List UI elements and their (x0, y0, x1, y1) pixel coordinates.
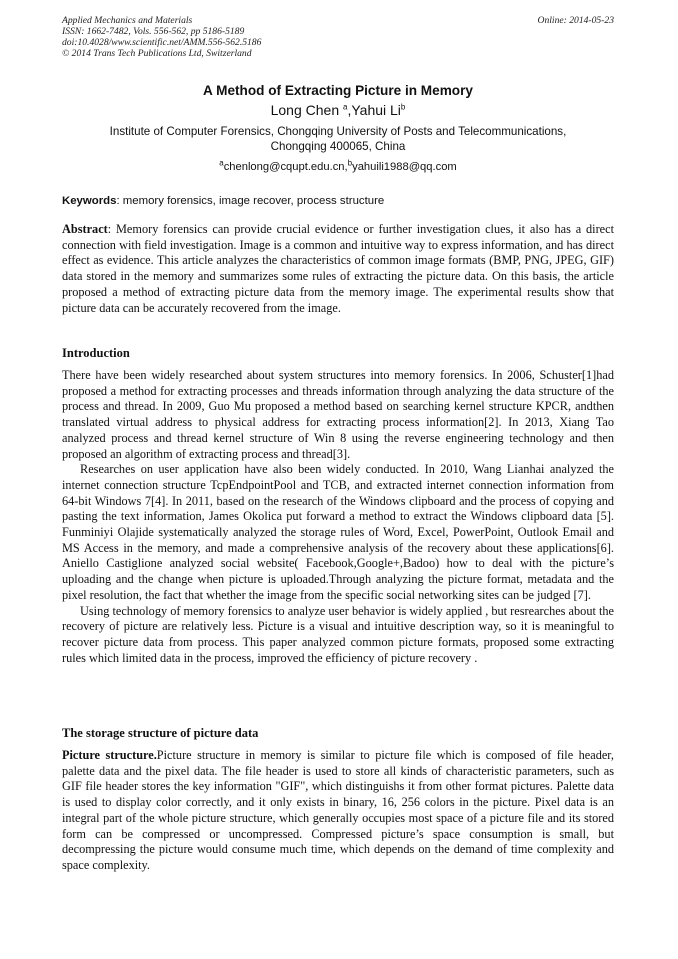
abstract (62, 222, 614, 316)
affiliation: Institute of Computer Forensics, Chongqing University of Posts and Telecommunications, Chongqing 400065, China (109, 125, 567, 153)
email-superscript: b (347, 158, 353, 168)
journal-doi: doi:10.4028/www.scientific.net/AMM.556-562.5186 (62, 37, 262, 48)
title-block (62, 82, 614, 174)
journal-name: Applied Mechanics and Materials (62, 15, 193, 26)
section-heading: Introduction (62, 346, 130, 360)
keywords-label: Keywords (62, 195, 117, 207)
paragraph: Using technology of memory forensics to analyze user behavior is widely applied , but resrearches about the recovery of picture are relatively less. Picture is a visual and intuitive description way, so it is meaningful to recover picture data from process. This paper analyzed common picture formats, proposed some extracting rules which limited data in the process, improved the efficiency of picture recovery . (62, 603, 614, 665)
paragraph: There have been widely researched about system structures into memory forensics. In 2006, Schuster[1]had proposed a method for extracting processes and threads information through analyzing the data structure of the process and thread. In 2009, Guo Mu proposed a method based on searching kernel structure KPCR, andthen translated virtual address to physical address for extracting process information[2]. In 2013, Xiang Tao analyzed process and thread kernel structure of Win 8 using the reverse engineering technology and then proposed an algorithm of extracting process and thread[3]. (62, 368, 614, 461)
introduction-body (62, 368, 614, 666)
paragraph-text: Picture structure in memory is similar to picture file which is composed of file header, palette data and the pixel data. The file header is used to store all kinds of characteristic parameters, such as GIF file header stores the key information "GIF", which distinguishs it from other format pictures. Palette data is used to display color correctly, and it only exists in binary, 16, 256 colors in the picture. Pixel data is an integral part of the whole picture structure, which generally occupies most space of a picture file and its stored form can be compressed or uncompressed. Compressed picture’s space consumption is small, but decompressing the picture would consume much time, which depends on the demand of time complexity and space complexity. (62, 748, 614, 872)
email-address: yahuili1988@qq.com (352, 161, 457, 173)
online-date: Online: 2014-05-23 (537, 15, 614, 26)
abstract-text: : Memory forensics can provide crucial evidence or further investigation clues, it also has a direct connection with field investigation. Image is a common and intuitive way to express information, and has direct effect as evidence. This article analyzes the characteristics of common image formats (BMP, PNG, JPEG, GIF) data stored in the memory and summarizes some rules of extracting the picture data. On this basis, the article proposed a method of extracting picture data from the memory image. The experimental results show that picture data can be accurately recovered from the image. (62, 222, 614, 315)
author-line (62, 101, 614, 119)
paragraph-lead: Picture structure. (62, 748, 157, 762)
author-superscript: b (400, 102, 406, 112)
author-superscript: a (343, 102, 348, 112)
email-line (62, 160, 614, 174)
author-name: Long Chen (270, 102, 340, 118)
journal-copyright: © 2014 Trans Tech Publications Ltd, Switzerland (62, 48, 252, 59)
paragraph: Researches on user application have also been widely conducted. In 2010, Wang Lianhai analyzed the internet connection structure TcpEndpointPool and TCB, and extracted internet connection information from 64-bit Windows 7[4]. In 2011, based on the research of the Windows clipboard and the process of copying and pasting the text information, James Okolica put forward a method to extract the Windows clipboard data [5]. Funminiyi Olajide systematically analyzed the storage rules of Word, Excel, PowerPoint, Outlook Email and MS Access in the memory, and made a comprehensive analysis of the recovery about these applications[6]. Aniello Castiglione analyzed social website( Facebook,Google+,Badoo) how to deal with the picture’s uploading and the change when picture is uploaded.Through analyzing the picture format, metadata and the pixel resolution, the fact that whether the image from the specific social networking sites can be judged [7]. (62, 462, 614, 602)
keywords (62, 194, 614, 208)
email-superscript: a (219, 158, 224, 168)
keywords-text: : memory forensics, image recover, process structure (116, 195, 385, 207)
abstract-label: Abstract (62, 222, 108, 236)
email-address: chenlong@cqupt.edu.cn, (223, 161, 348, 173)
section-heading: The storage structure of picture data (62, 726, 259, 740)
journal-issn: ISSN: 1662-7482, Vols. 556-562, pp 5186-5189 (62, 26, 245, 37)
author-name: Yahui Li (351, 102, 401, 118)
paper-title: A Method of Extracting Picture in Memory (203, 83, 473, 98)
author-separator: , (347, 102, 352, 118)
storage-body (62, 748, 614, 874)
journal-header (62, 15, 614, 59)
